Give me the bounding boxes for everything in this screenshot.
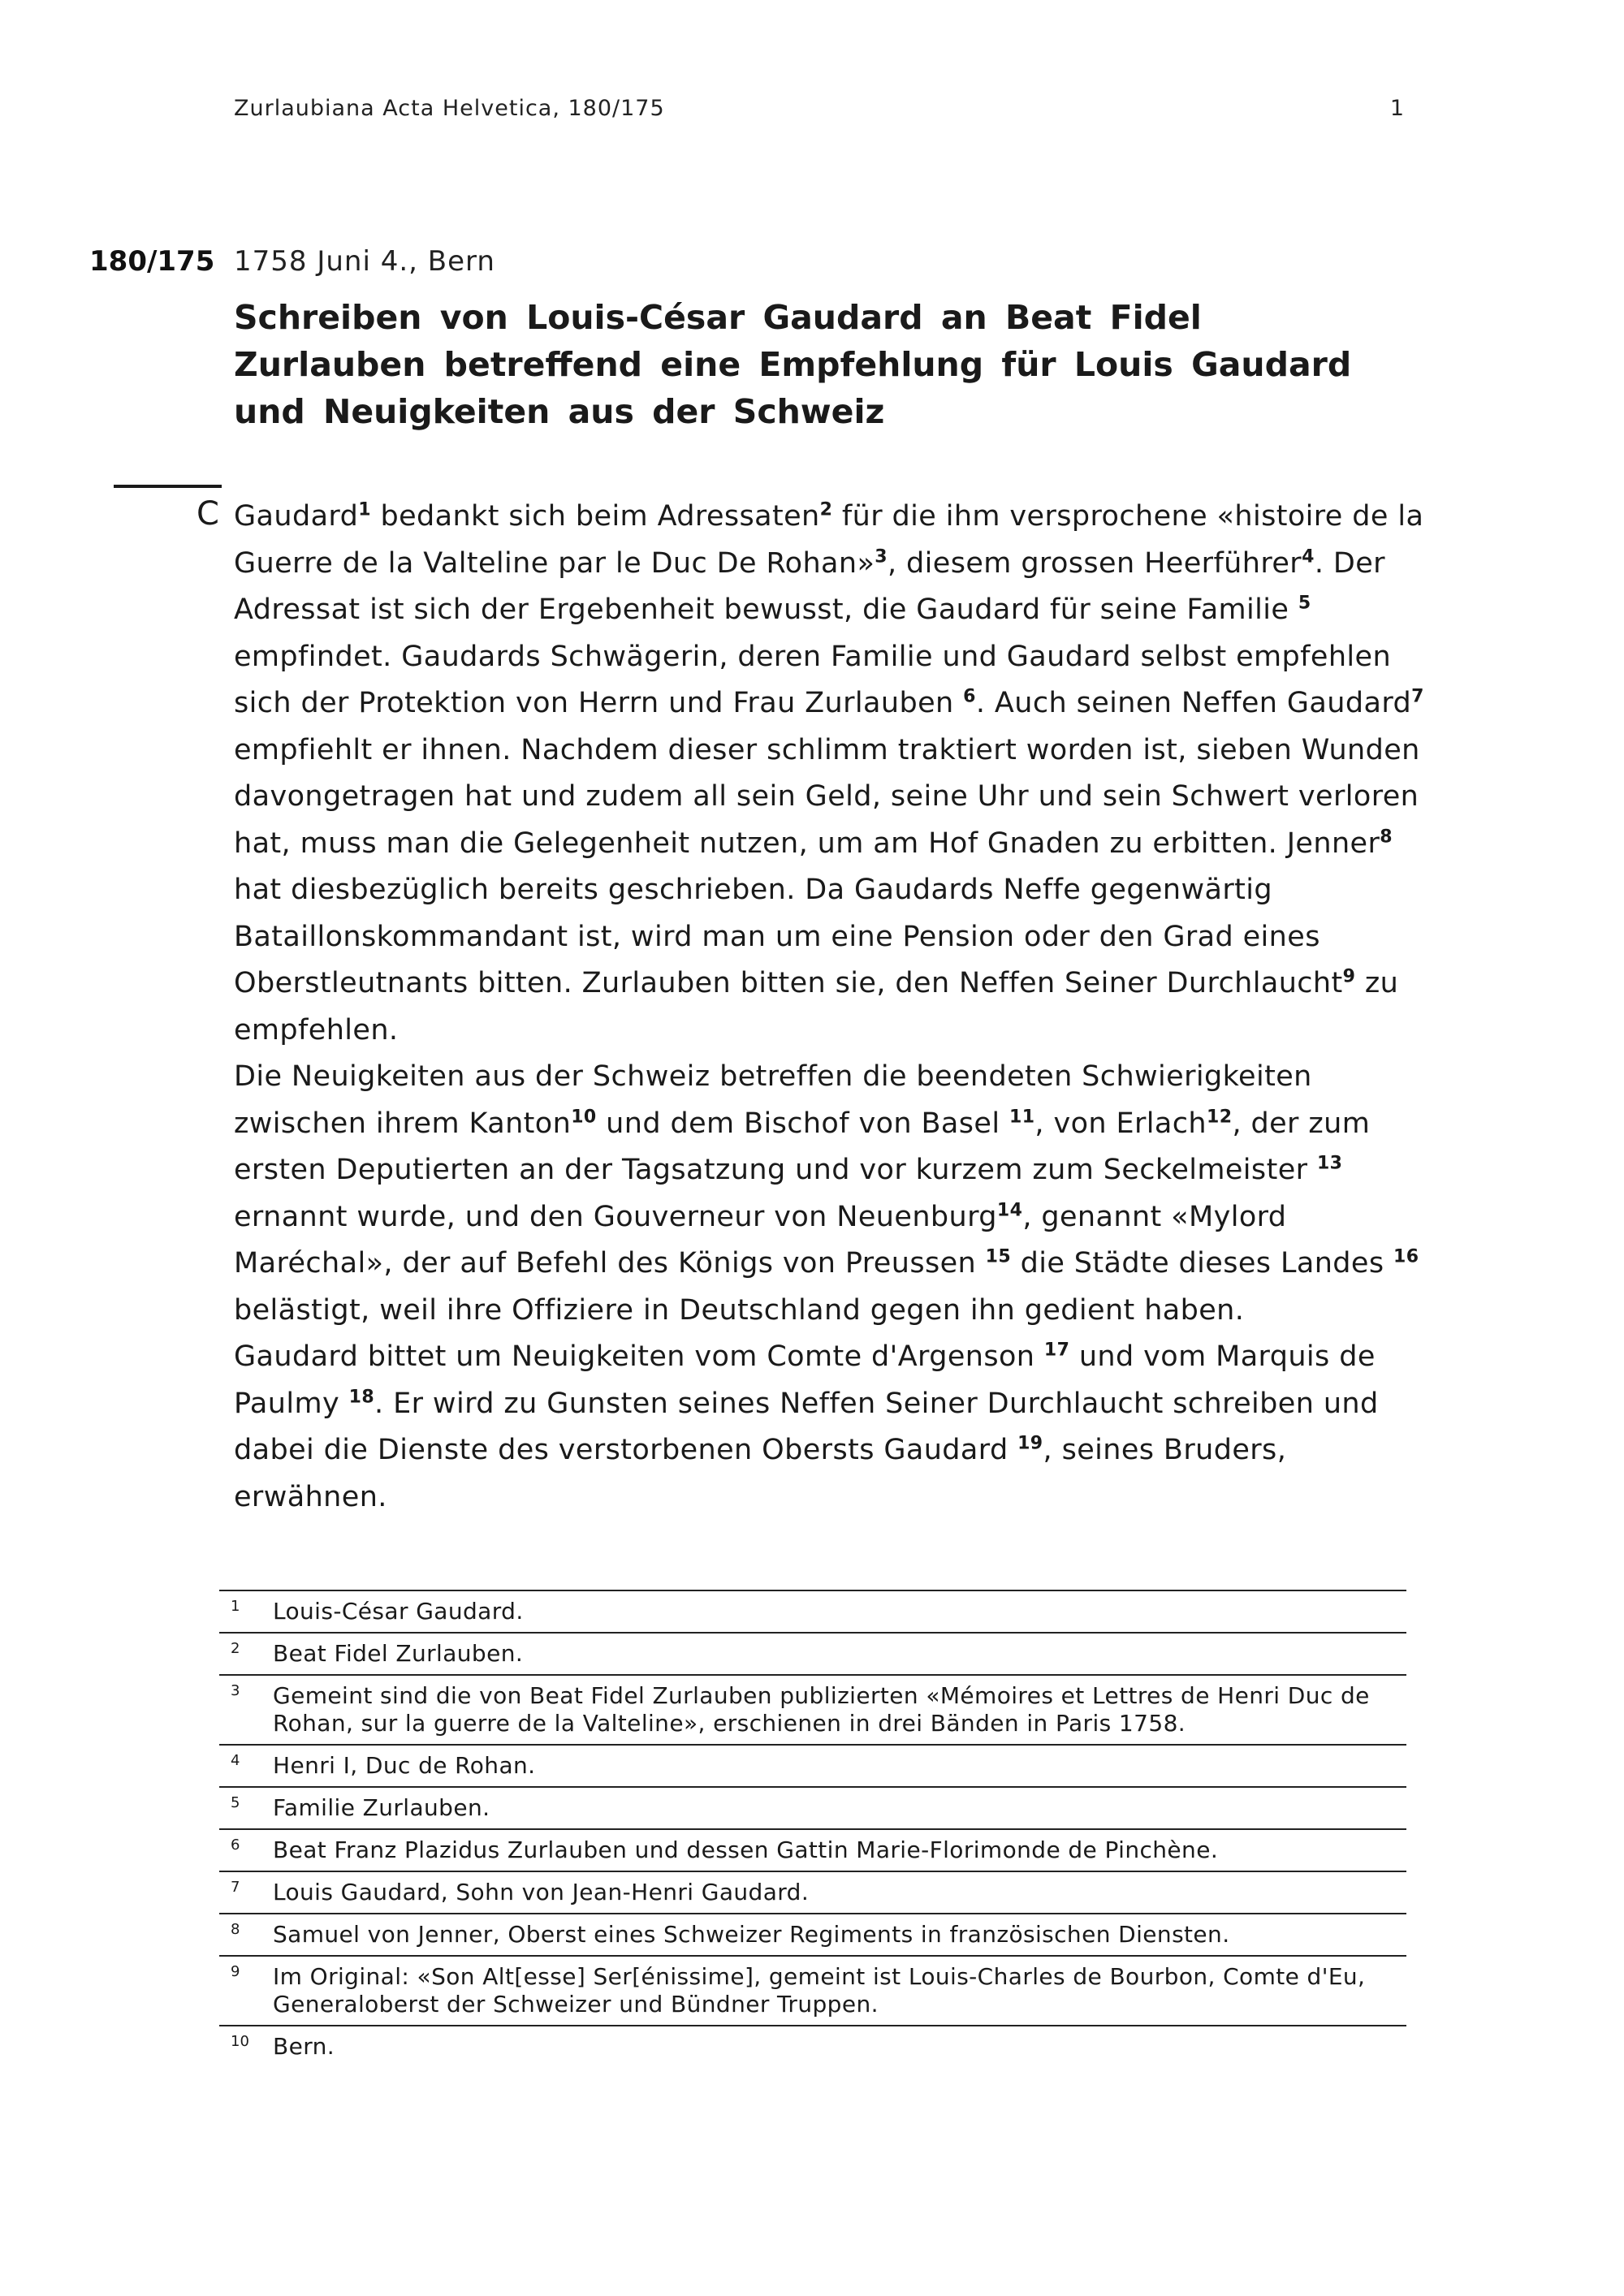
footnote-ref[interactable]: 12	[1207, 1106, 1233, 1127]
footnote-number: 8	[231, 1921, 240, 1938]
footnote-item	[219, 2025, 1406, 2067]
footnote-number: 9	[231, 1963, 240, 1980]
text-run: hat diesbezüglich bereits geschrieben. Da Gaudards Neffe gegenwärtig Bataillonskommandant ist, wird man um eine Pension oder den Grad eines Oberstleutnants bitten. Zurlauben bitten sie, den Neffen Seiner Durchlaucht	[234, 874, 1343, 999]
text-run: . Auch seinen Neffen Gaudard	[975, 687, 1412, 719]
footnote-text: Louis Gaudard, Sohn von Jean-Henri Gaudard.	[273, 1879, 810, 1905]
page-number: 1	[1389, 96, 1405, 121]
summary-text	[234, 494, 1427, 1521]
footnote-item	[219, 1590, 1406, 1632]
footnote-text: Beat Fidel Zurlauben.	[273, 1640, 524, 1667]
text-run: für die ihm versprochene «histoire de la Guerre de la Valteline par le Duc De Rohan»	[234, 500, 1424, 580]
text-run: , der zum ersten Deputierten an der Tagsatzung und vor kurzem zum Seckelmeister	[234, 1107, 1371, 1186]
footnote-item	[219, 1955, 1406, 2025]
footnote-text: Bern.	[273, 2033, 335, 2060]
summary-paragraph	[234, 1334, 1427, 1521]
running-header	[234, 96, 1405, 121]
text-run: empfindet. Gaudards Schwägerin, deren Familie und Gaudard selbst empfehlen sich der Protektion von Herrn und Frau Zurlauben	[234, 640, 1392, 719]
footnote-item	[219, 1786, 1406, 1828]
footnote-ref[interactable]: 4	[1302, 546, 1315, 567]
text-run: , genannt «Mylord Maréchal», der auf Befehl des Königs von Preussen	[234, 1200, 1287, 1280]
footnote-ref[interactable]: 3	[875, 546, 888, 567]
footnote-ref[interactable]: 18	[348, 1386, 375, 1407]
text-run: empfiehlt er ihnen. Nachdem dieser schlimm traktiert worden ist, sieben Wunden davongetragen hat und zudem all sein Geld, seine Uhr und sein Schwert verloren hat, muss man die Gelegenheit nutzen, um am Hof Gnaden zu erbitten. Jenner	[234, 733, 1420, 860]
text-run: , diesem grossen Heerführer	[888, 546, 1302, 580]
footnote-text: Gemeint sind die von Beat Fidel Zurlauben publizierten «Mémoires et Lettres de Henri Duc de Rohan, sur la guerre de la Valteline», erschienen in drei Bänden in Paris 1758.	[273, 1682, 1370, 1737]
footnote-number: 2	[231, 1640, 240, 1657]
footnote-item	[219, 1871, 1406, 1913]
footnote-number: 10	[231, 2033, 249, 2050]
text-run: . Er wird zu Gunsten seines Neffen Seiner Durchlaucht schreiben und dabei die Dienste des verstorbenen Obersts Gaudard	[234, 1387, 1379, 1466]
footnote-item	[219, 1632, 1406, 1674]
footnote-number: 3	[231, 1682, 240, 1699]
footnote-number: 5	[231, 1794, 240, 1811]
text-run: Gaudard	[234, 500, 359, 533]
text-run: Die Neuigkeiten aus der Schweiz betreffen die beendeten Schwierigkeiten zwischen ihrem Kanton	[234, 1060, 1312, 1140]
footnote-item	[219, 1913, 1406, 1955]
footnote-ref[interactable]: 6	[963, 686, 976, 707]
text-run: . Der Adressat ist sich der Ergebenheit bewusst, die Gaudard für seine Familie	[234, 546, 1385, 626]
footnote-ref[interactable]: 13	[1316, 1153, 1343, 1174]
footnote-number: 4	[231, 1752, 240, 1769]
text-run: bedankt sich beim Adressaten	[370, 500, 820, 533]
text-run: und dem Bischof von Basel	[596, 1107, 1009, 1140]
footnote-ref[interactable]: 19	[1017, 1433, 1043, 1454]
footnote-ref[interactable]: 16	[1393, 1246, 1419, 1267]
footnote-ref[interactable]: 11	[1009, 1106, 1035, 1127]
footnote-item	[219, 1674, 1406, 1744]
text-run: , seines Bruders, erwähnen.	[234, 1434, 1287, 1513]
footnote-ref[interactable]: 17	[1043, 1340, 1070, 1361]
text-run: zu empfehlen.	[234, 967, 1399, 1047]
footnote-number: 1	[231, 1598, 240, 1615]
text-run: und vom Marquis de Paulmy	[234, 1340, 1376, 1420]
summary-paragraph	[234, 494, 1427, 1054]
footnote-text: Beat Franz Plazidus Zurlauben und dessen Gattin Marie-Florimonde de Pinchène.	[273, 1836, 1219, 1863]
footnote-text: Familie Zurlauben.	[273, 1794, 490, 1821]
footnote-text: Im Original: «Son Alt[esse] Ser[énissime], gemeint ist Louis-Charles de Bourbon, Comte d'Eu, Generaloberst der Schweizer und Bündner Truppen.	[273, 1963, 1366, 2018]
footnote-text: Louis-César Gaudard.	[273, 1598, 524, 1625]
footnote-ref[interactable]: 10	[571, 1106, 597, 1127]
text-run: ernannt wurde, und den Gouverneur von Neuenburg	[234, 1200, 997, 1233]
footnote-number: 6	[231, 1836, 240, 1854]
footnotes	[219, 1590, 1406, 2067]
section-mark: C	[197, 495, 219, 533]
document-title: Schreiben von Louis-César Gaudard an Beat Fidel Zurlauben betreffend eine Empfehlung für Louis Gaudard und Neuigkeiten aus der Schweiz	[234, 298, 1352, 431]
running-title: Zurlaubiana Acta Helvetica, 180/175	[234, 96, 665, 121]
summary-paragraph	[234, 1054, 1427, 1334]
footnote-ref[interactable]: 9	[1342, 966, 1356, 987]
text-run: belästigt, weil ihre Offiziere in Deutschland gegen ihn gedient haben.	[234, 1293, 1245, 1327]
text-run: , von Erlach	[1034, 1107, 1207, 1140]
footnote-ref[interactable]: 2	[819, 499, 833, 520]
footnote-item	[219, 1828, 1406, 1871]
footnote-text: Henri I, Duc de Rohan.	[273, 1752, 536, 1779]
footnote-ref[interactable]: 15	[985, 1246, 1012, 1267]
footnote-text: Samuel von Jenner, Oberst eines Schweizer Regiments in französischen Diensten.	[273, 1921, 1230, 1948]
text-run: Gaudard bittet um Neuigkeiten vom Comte d'Argenson	[234, 1340, 1044, 1373]
footnote-item	[219, 1744, 1406, 1786]
document-number: 180/175	[89, 245, 215, 278]
footnote-ref[interactable]: 5	[1298, 593, 1311, 614]
footnote-ref[interactable]: 8	[1380, 826, 1393, 847]
footnote-ref[interactable]: 1	[358, 499, 371, 520]
document-date-place: 1758 Juni 4., Bern	[234, 245, 495, 278]
text-run: die Städte dieses Landes	[1011, 1247, 1394, 1280]
footnote-number: 7	[231, 1879, 240, 1896]
footnote-ref[interactable]: 14	[996, 1199, 1023, 1220]
footnote-ref[interactable]: 7	[1411, 686, 1424, 707]
section-rule	[114, 485, 222, 488]
